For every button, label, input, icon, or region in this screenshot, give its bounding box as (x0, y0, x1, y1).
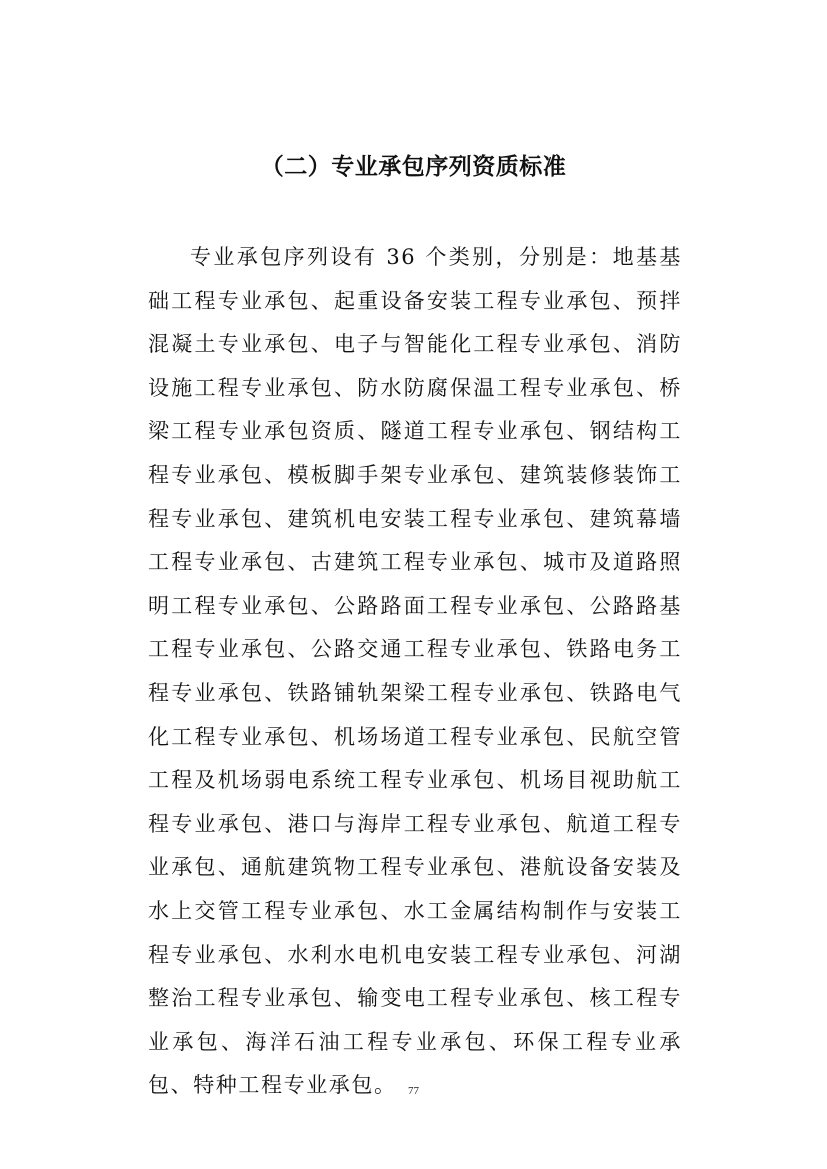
section-title: （二）专业承包序列资质标准 (260, 154, 567, 180)
body-paragraph: 专业承包序列设有 36 个类别，分别是：地基基础工程专业承包、起重设备安装工程专业承包、预拌混凝土专业承包、电子与智能化工程专业承包、消防设施工程专业承包、防水防腐保温工程专业承包、桥梁工程专业承包资质、隧道工程专业承包、钢结构工程专业承包、模板脚手架专业承包、建筑装修装饰工程专业承包、建筑机电安装工程专业承包、建筑幕墙工程专业承包、古建筑工程专业承包、城市及道路照明工程专业承包、公路路面工程专业承包、公路路基工程专业承包、公路交通工程专业承包、铁路电务工程专业承包、铁路铺轨架梁工程专业承包、铁路电气化工程专业承包、机场场道工程专业承包、民航空管工程及机场弱电系统工程专业承包、机场目视助航工程专业承包、港口与海岸工程专业承包、航道工程专业承包、通航建筑物工程专业承包、港航设备安装及水上交管工程专业承包、水工金属结构制作与安装工程专业承包、水利水电机电安装工程专业承包、河湖整治工程专业承包、输变电工程专业承包、核工程专业承包、海洋石油工程专业承包、环保工程专业承包、特种工程专业承包。 (148, 245, 682, 1098)
page-number: 77 (408, 1085, 419, 1097)
